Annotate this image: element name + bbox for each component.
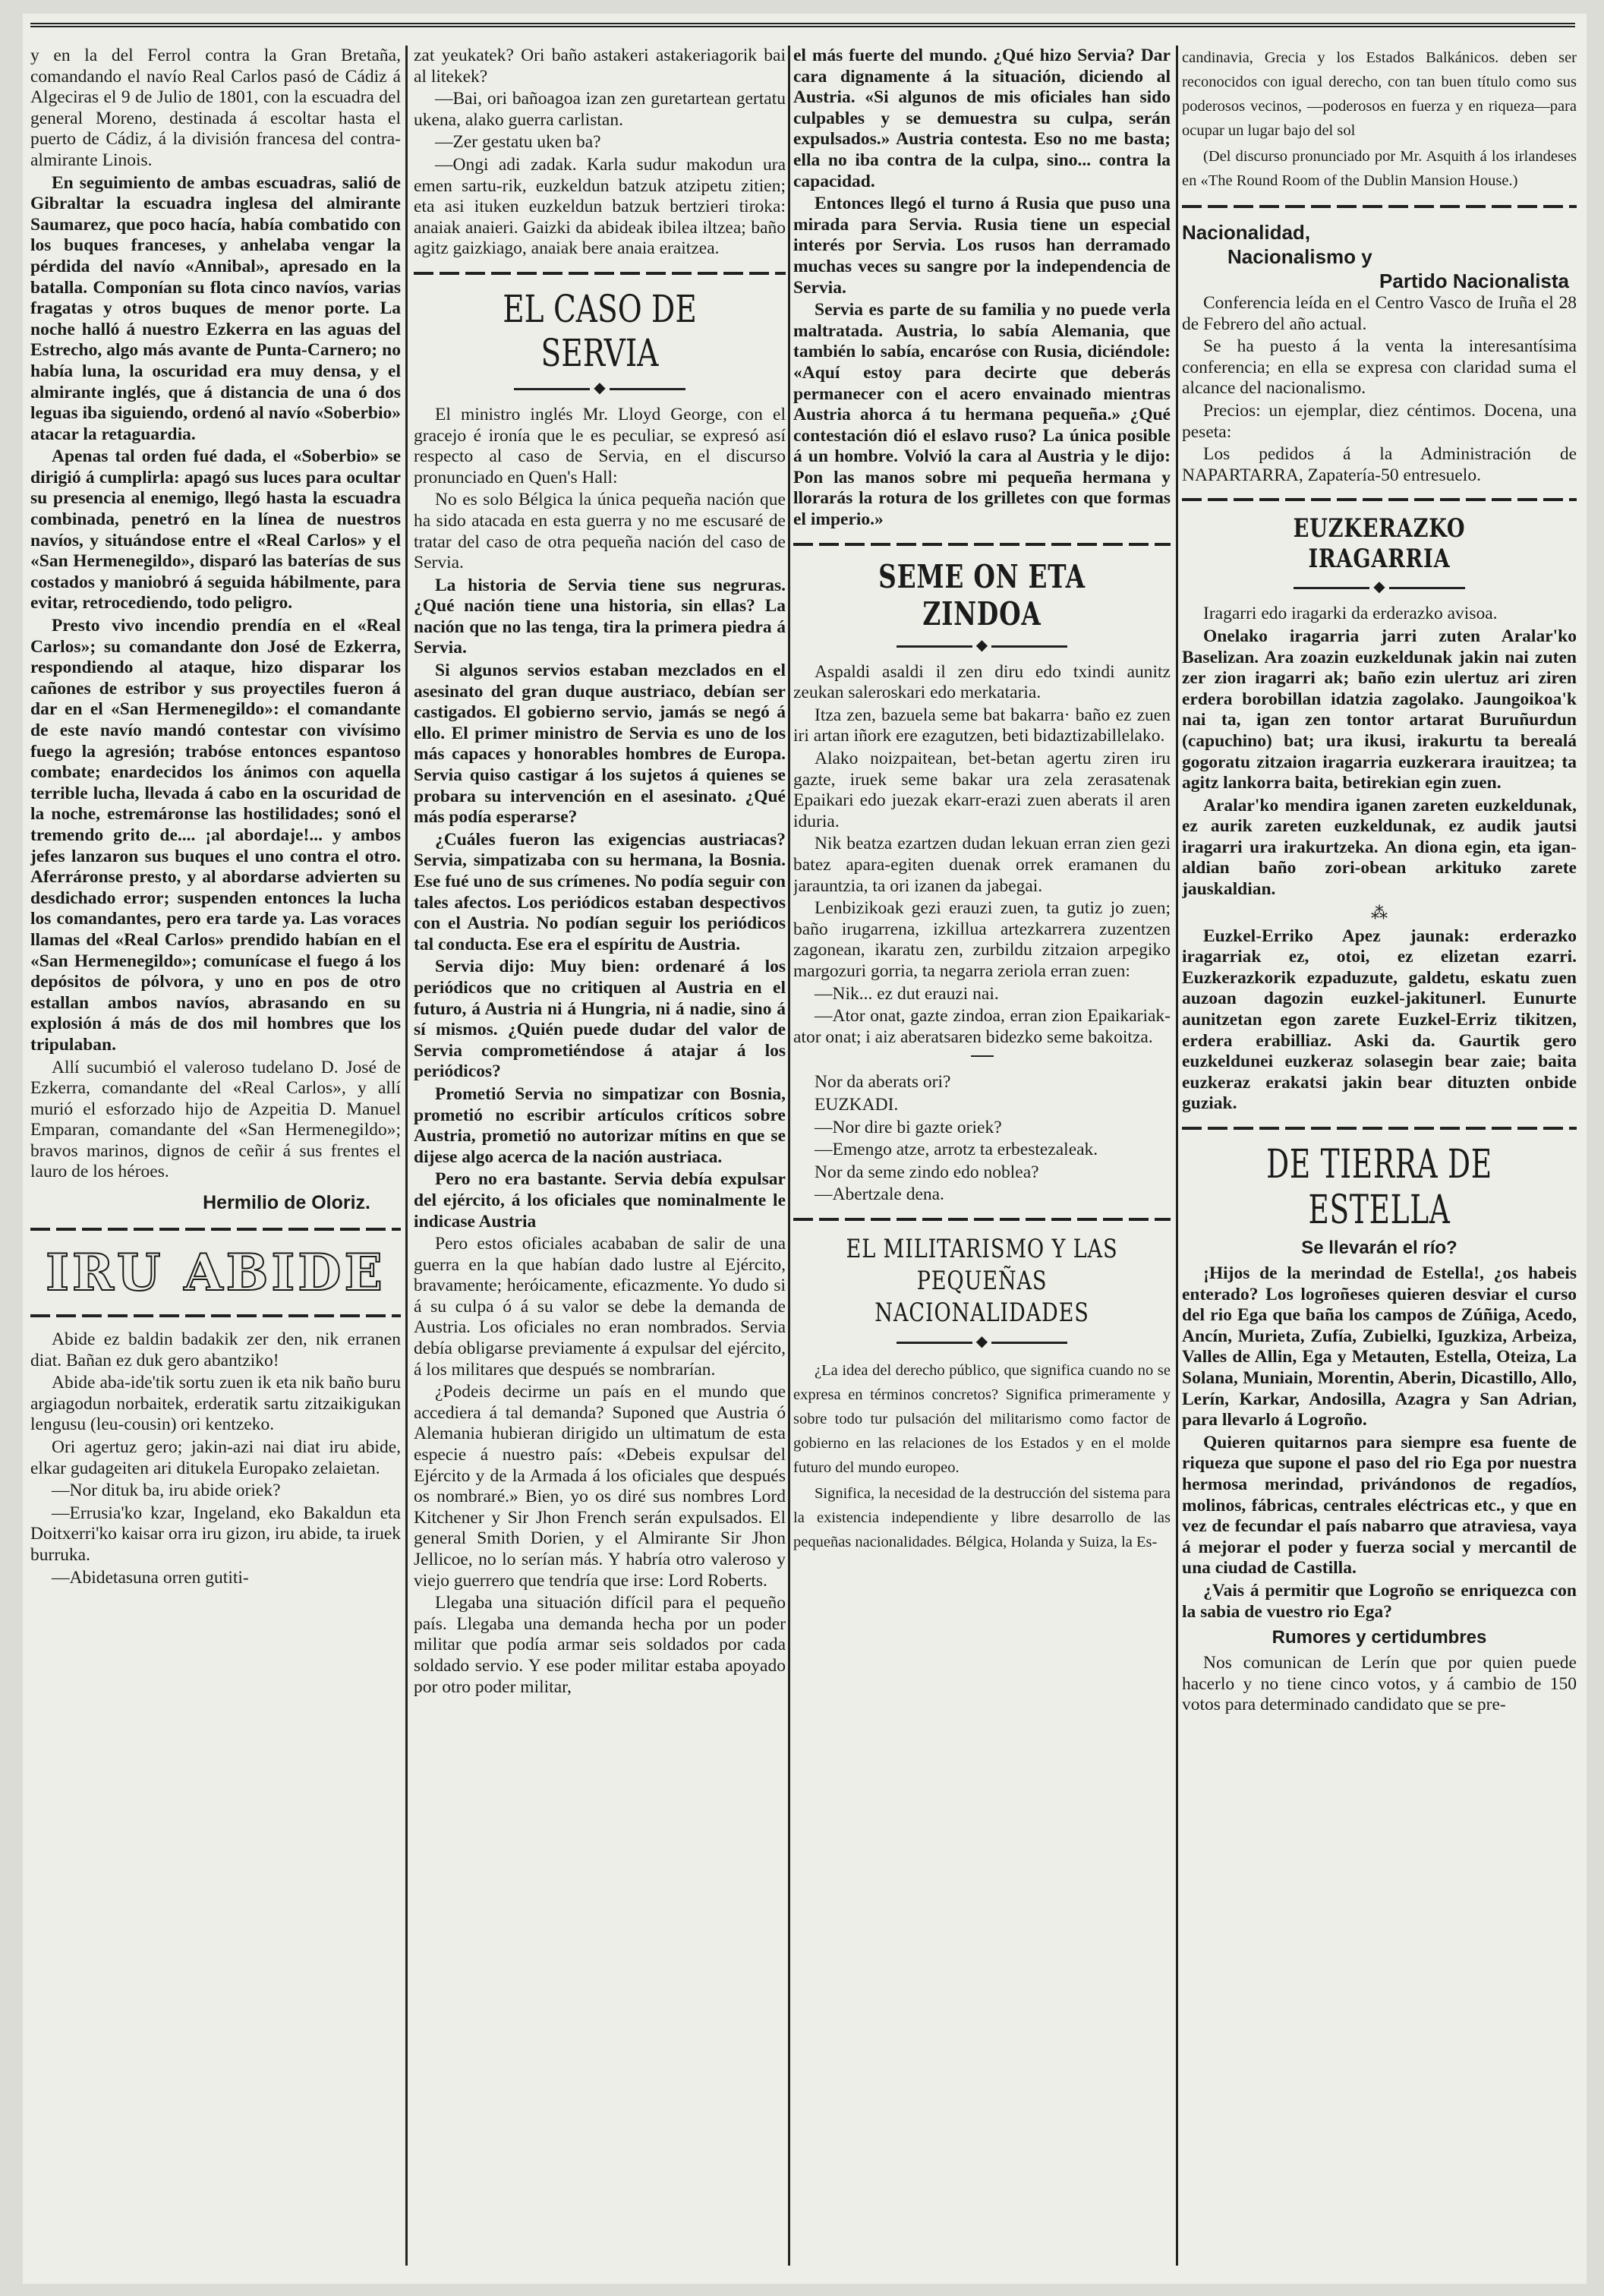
- section-divider: [1182, 1121, 1577, 1136]
- section-divider: [30, 1222, 401, 1237]
- paragraph: Aspaldi asaldi il zen diru edo txindi aunitz zeukan saleroskari edo merkataria.: [793, 661, 1171, 703]
- headline-militarismo: [831, 1233, 1133, 1329]
- headline-line: EL MILITARISMO Y LAS: [846, 1233, 1118, 1264]
- paragraph: Pero no era bastante. Servia debía expulsar del ejército, á los oficiales que nominalmente le indicase Austria: [414, 1169, 786, 1232]
- dinkus-ornament: ⁂: [1371, 903, 1388, 922]
- column-3: [793, 46, 1171, 2281]
- paragraph: Pero estos oficiales acababan de salir de una guerra en la que habían dado lustre al Ejército, bravamente; heróicamente, eficazmente. Yo dudo si á su culpa ó á su valor se debe la demanda de Austria. Los oficiales no eran nombrados. Servia debía obligarse previamente á expulsar del ejército, á los militares que después se nombrarían.: [414, 1234, 786, 1380]
- paragraph: Ori agertuz gero; jakin-azi nai diat iru abide, elkar gudageiten ari ditukela Europako zelaietan.: [30, 1437, 401, 1478]
- paragraph: —Nor dituk ba, iru abide oriek?: [52, 1481, 281, 1501]
- paragraph: Nor da seme zindo edo noblea?: [815, 1162, 1039, 1182]
- section-divider: [793, 1212, 1171, 1227]
- ornament-rule: ◆: [793, 1332, 1171, 1351]
- paragraph: Nos comunican de Lerín que por quien puede hacerlo y no tiene cinco votos, y á cambio de 150 votos para determinado candidato que se pre-: [1182, 1653, 1577, 1715]
- paragraph: (Del discurso pronunciado por Mr. Asquith á los irlandeses en «The Round Room of the Dublin Mansion House.): [1182, 148, 1577, 189]
- paragraph: Llegaba una situación difícil para el pequeño país. Llegaba una demanda hecha por un poder militar que podía armar seis soldados por cada soldado servio. Y ese poder militar estaba apoyado por otro poder militar,: [414, 1593, 786, 1697]
- paragraph: Onelako iragarria jarri zuten Aralar'ko Baselizan. Ara zoazin euzkeldunak jakin nai zuten zer zion iragarri ak; baño ezin ulertuz ari ziren erdera borobillan idatzia zagolako. Jaungoikoa'k nai ta, igan zen tontor artarat Buruñurdun (capuchino) bat; ura ikusi, irakurtu ta berealá gogoratu zitzaion iragarria euzkerara irauitzea; ta agitz lankorra baita, betirekian egin zuen.: [1182, 626, 1577, 793]
- headline-nacionalidad: [1182, 220, 1577, 293]
- paragraph: candinavia, Grecia y los Estados Balkánicos. deben ser reconocidos con igual derecho, con tan buen título como sus poderosos vecinos, —poderosos en fuerza y en riqueza—para ocupar un lugar bajo del sol: [1182, 49, 1577, 139]
- paragraph: Si algunos servios estaban mezclados en el asesinato del gran duque austriaco, debían ser castigados. El gobierno servio, jamás se negó á ello. El primer ministro de Servia es uno de los más capaces y honorables hombres de Europa. Servia quiso castigar á los sujetos á quienes se probara su intervención en el asesinato. ¿Qué más podía esperarse?: [414, 661, 786, 828]
- paragraph: Prometió Servia no simpatizar con Bosnia, prometió no escribir artículos críticos sobre Austria, prometió no autorizar mítins en que se dijese algo acerca de la nación austriaca.: [414, 1083, 786, 1167]
- subheadline: Se llevarán el río?: [1301, 1238, 1457, 1258]
- paragraph: Servia dijo: Muy bien: ordenaré á los periódicos que no critiquen al Austria en el futuro, á Austria ni á Hungria, ni á nadie, sino á sí mismos. ¿Quién puede dudar del valor de Servia comprometiéndose á atajar á los periódicos?: [414, 957, 786, 1082]
- paragraph: Se ha puesto á la venta la interesantísima conferencia; en ella se expresa con claridad suma el alcance del nacionalismo.: [1182, 336, 1577, 399]
- paragraph: —Errusia'ko kzar, Ingeland, eko Bakaldun eta Doitxerri'ko kaisar orra iru gizon, iru abide, ta iruek burruka.: [30, 1503, 401, 1565]
- headline-iru-abide: IRU ABIDE: [46, 1243, 386, 1303]
- top-rule: [30, 23, 1575, 30]
- paragraph: y en la del Ferrol contra la Gran Bretaña, comandando el navío Real Carlos pasó de Cádiz á Algeciras el 9 de Julio de 1801, con la escuadra del general Moreno, destinada á escoltar hasta el puerto de Cádiz, á la división francesa del contra-almirante Linois.: [30, 46, 401, 170]
- paragraph: La historia de Servia tiene sus negruras. ¿Qué nación tiene una historia, sin ellas? La nación que no las tenga, tira la primera piedra á Servia.: [414, 575, 786, 658]
- paragraph: el más fuerte del mundo. ¿Qué hizo Servia? Dar cara dignamente á la situación, diciendo al Austria. «Si algunos de mis oficiales han sido culpables y se demuestra su culpa, serán expulsados.» Austria contesta. Eso no me basta; ella no iba contra de la culpa, sino... contra la capacidad.: [793, 46, 1171, 191]
- column-1: [30, 46, 401, 2281]
- ornament-rule: ◆: [1182, 577, 1577, 596]
- paragraph: —Nor dire bi gazte oriek?: [815, 1117, 1002, 1137]
- section-divider: [1182, 199, 1577, 214]
- paragraph: El ministro inglés Mr. Lloyd George, con el gracejo é ironía que le es peculiar, se expresó así respecto al caso de Servia, en el discurso pronunciado en Quen's Hall:: [414, 404, 786, 487]
- paragraph: Servia es parte de su familia y no puede verla maltratada. Austria, lo sabía Alemania, que también lo sabía, encaróse con Rusia, diciéndole: «Aquí estoy para decirte que deberás permanecer con el acero envainado mientras Austria ahorca á tu hermana pequeña.» ¿Qué contestación dió el eslavo ruso? La única posible á un hombre. Volvió la cara al Austria y le dijo: Pon las manos sobre mi pequeña hermana y llorarás la rotura de los grilletes con que formas el imperio.»: [793, 300, 1171, 530]
- paragraph: Nor da aberats ori?: [815, 1072, 951, 1093]
- paragraph: —Emengo atze, arrotz ta erbestezaleak.: [815, 1140, 1098, 1160]
- column-4: [1182, 46, 1577, 2281]
- paragraph: —Ongi adi zadak. Karla sudur makodun ura emen sartu-rik, euzkeldun batzuk atzipetu zitien; eta asi ituken euzkeldun batzuk bertzieri tiroka: anaiak anaieri. Gaizki da abideak ibilea iltzea; baño agitz gaizkiago, anaiak bere anaia eraitzea.: [414, 154, 786, 259]
- paragraph: Allí sucumbió el valeroso tudelano D. José de Ezkerra, comandante del «Real Carlos», y allí murió el esforzado hijo de Azpeitia D. Manuel Emparan, comandante del «San Hermenegildo»; bravos marinos, dignos de ceñir á sus frentes el lauro de los héroes.: [30, 1057, 401, 1182]
- paragraph: —Abidetasuna orren gutiti-: [52, 1567, 249, 1588]
- paragraph: Conferencia leída en el Centro Vasco de Iruña el 28 de Febrero del año actual.: [1182, 293, 1577, 334]
- paragraph: Precios: un ejemplar, diez céntimos. Docena, una peseta:: [1182, 400, 1577, 442]
- headline-seme-on-eta-zindoa: SEME ON ETA ZINDOA: [878, 557, 1086, 632]
- paragraph: —Zer gestatu uken ba?: [435, 132, 601, 153]
- headline-euzkerazko-iragarria: EUZKERAZKO IRAGARRIA: [1293, 513, 1466, 575]
- paragraph: ¿La idea del derecho público, que significa cuando no se expresa en términos concretos? Significa primeramente y sobre todo tur pulsación del militarismo como factor de gobierno en las relaciones de los Estados y en el molde futuro del mundo europeo.: [793, 1361, 1171, 1476]
- section-divider: [414, 266, 786, 281]
- short-rule: [971, 1055, 994, 1057]
- paragraph: Alako noizpaitean, bet-betan agertu ziren iru gazte, iruek seme bakar ura zela zerasatenak Epaikari edo juezak ekarr-erazi zuen aberats il aren iduria.: [793, 749, 1171, 831]
- paragraph: Iragarri edo iragarki da erderazko avisoa.: [1203, 604, 1498, 624]
- headline-el-caso-de-servia: EL CASO DE SERVIA: [503, 286, 697, 375]
- paragraph: —Nik... ez dut erauzi nai.: [815, 983, 999, 1004]
- column-2: [414, 46, 786, 2281]
- paragraph: Entonces llegó el turno á Rusia que puso una mirada para Servia. Rusia tiene un especial interés por Servia. Los rusos han derramado muchas veces su sangre por la independencia de Servia.: [793, 194, 1171, 298]
- paragraph: Presto vivo incendio prendía en el «Real Carlos»; su comandante don José de Ezkerra, respondiendo al ataque, hizo disparar los cañones de estribor y sus proyectiles fueron á dar en el «San Hermenegildo»: el comandante de este navío mandó contestar con vivísimo fuego la agresión; trabóse entonces espantoso combate; enardecidos los ánimos con aquella terrible lucha, llevada á cabo en la oscuridad de la noche, estremáronse las hostilidades; sonó el tremendo grito de.... ¡al abordaje!... y ambos jefes lanzaron sus buques el uno contra el otro. Aferráronse presto, y al abordarse advierten su desdichado error; suspenden entonces la lucha los comandantes, pero era tarde ya. Las voraces llamas del «Real Carlos» prendido habían en el «San Hermenegildo»; comunícase el fuego á los depósitos de pólvora, y uno en pos de otro estallan ambos navíos, abrasando en su explosión á más de dos mil hombres que los tripulaban.: [30, 616, 401, 1055]
- paragraph: Los pedidos á la Administración de NAPARTARRA, Zapatería-50 entresuelo.: [1182, 444, 1577, 485]
- paragraph: zat yeukatek? Ori baño astakeri astakeriagorik bai al litekek?: [414, 46, 786, 87]
- paragraph: ¿Cuáles fueron las exigencias austriacas? Servia, simpatizaba con su hermana, la Bosnia. Ese fué uno de sus crímenes. No podía seguir con tales afectos. Los periódicos estaban despectivos con el Austria. No podían seguir los periódicos tal conducta. Ese era el espíritu de Austria.: [414, 829, 786, 954]
- paragraph: No es solo Bélgica la única pequeña nación que ha sido atacada en esta guerra y no me escusaré de tratar del caso de otra pequeña nación del caso de Servia.: [414, 490, 786, 573]
- column-rule: [405, 46, 408, 2266]
- paragraph: EUZKADI.: [815, 1094, 899, 1115]
- paragraph: ¡Hijos de la merindad de Estella!, ¿os habeis enterado? Los logroñeses quieren desviar el curso del rio Ega que baña los campos de Zúñiga, Acedo, Ancín, Murieta, Zufía, Zubielki, Iguzkiza, Arbeiza, Valles de Allin, Ega y Metauten, Estella, Oteiza, La Solana, Muniain, Morentin, Aberin, Dicastillo, Allo, Lerín, Karkar, Andosilla, Azagra y San Adrian, para llevarlo á Logroño.: [1182, 1263, 1577, 1430]
- paragraph: ¿Podeis decirme un país en el mundo que accediera á tal demanda? Suponed que Austria ó Alemania hubieran dirigido un ultimatum de esta especie á nuestro país: «Debeis expulsar del Ejército y de la Armada á los oficiales que después os nombraré.» Bien, yo os diré sus nombres Lord Kitchener y Sir Jhon French serán expulsados. El general Smith Dorien, y el Almirante Sir Jhon Jellicoe, no lo serían más. Y habría otro valeroso y viejo guerrero que tendría que irse: Lord Roberts.: [414, 1382, 786, 1591]
- author-signature: Hermilio de Oloriz.: [203, 1192, 370, 1214]
- headline-de-tierra-de-estella: DE TIERRA DE ESTELLA: [1266, 1142, 1492, 1233]
- paragraph: Aralar'ko mendira iganen zareten euzkeldunak, ez aurik zareten euzkeldunak, ez audik jautsi iragarri ura irakurtzeka. An diona egin, eta igan-aldian baño zori-obean arkituko zarete jauskaldian.: [1182, 795, 1577, 900]
- paragraph: —Abertzale dena.: [815, 1184, 944, 1205]
- headline-line: Partido Nacionalista: [1379, 270, 1569, 292]
- paragraph: Apenas tal orden fué dada, el «Soberbio» se dirigió á cumplirla: apagó sus luces para ocultar su presencia al enemigo, llegó hasta la escuadra combinada, penetró en la línea de nuestros navíos, y situándose entre el «Real Carlos» y el «San Hermenegildo», disparó las baterías de sus costados y maniobró á seguida hábilmente, para evitar, retrocediendo, todo peligro.: [30, 446, 401, 613]
- ornament-rule: ◆: [414, 378, 786, 397]
- ornament-rule: ◆: [793, 636, 1171, 654]
- paragraph: Itza zen, bazuela seme bat bakarra· baño ez zuen iri artan iñork ere ezagutzen, beti bidaztizabillelako.: [793, 705, 1171, 746]
- paragraph: Abide ez baldin badakik zer den, nik erranen diat. Bañan ez duk gero abantziko!: [30, 1329, 401, 1370]
- paragraph: Lenbizikoak gezi erauzi zuen, ta gutiz jo zuen; baño irugarrena, izkillua artezkarrera zuzentzen zagonean, ikaratu zen, zurbildu zitzaion arpegiko margozuri gorria, ta negarra zeriola erran zuen:: [793, 898, 1171, 981]
- headline-line: Nacionalismo y: [1227, 245, 1372, 268]
- headline-line: PEQUEÑAS NACIONALIDADES: [874, 1265, 1089, 1328]
- paragraph: Euzkel-Erriko Apez jaunak: erderazko iragarriak ez, otoi, ez elizetan ezarri. Euzkerazkorik ezpaduzute, galdetu, eskatu zuen auzoan dagozin euzkel-jakitunerl. Eunurte aunitzetan egon zarete Euzkel-Erriz tikitzen, erdera erabilliaz. Aski da. Gaurtik gero euzkeldunei euzkeraz solasegin bear zaie; baita euzkeraz erakatsi jakin bear dituzten onbide guziak.: [1182, 926, 1577, 1114]
- section-divider: [1182, 492, 1577, 507]
- section-divider: [30, 1308, 401, 1323]
- paragraph: Nik beatza ezartzen dudan lekuan erran zien gezi batez apara-egiten duenak orrek eramanen du jarauntzia, ta ori izanen da jabegai.: [793, 834, 1171, 896]
- paragraph: ¿Vais á permitir que Logroño se enriquezca con la sabia de vuestro rio Ega?: [1182, 1580, 1577, 1622]
- section-divider: [793, 537, 1171, 552]
- column-rule: [788, 46, 790, 2266]
- subheadline: Rumores y certidumbres: [1272, 1627, 1487, 1648]
- column-rule: [1176, 46, 1178, 2266]
- paragraph: —Bai, ori bañoagoa izan zen guretartean gertatu ukena, alako guerra carlistan.: [414, 89, 786, 130]
- paragraph: Quieren quitarnos para siempre esa fuente de riqueza que supone el paso del rio Ega por nuestra hermosa merindad, privándonos de regadíos, molinos, fábricas, centrales eléctricas etc., y que en vez de fecundar el país nabarro que atraviesa, vaya á mejorar el poder y fuerza social y mercantil de una ciudad de Castilla.: [1182, 1432, 1577, 1578]
- paragraph: Abide aba-ide'tik sortu zuen ik eta nik baño buru argiagodun norbaitek, erderatik sartu zitzaikigukan lengusu (leu-cousin) ori kentzeko.: [30, 1373, 401, 1435]
- headline-line: Nacionalidad,: [1182, 221, 1311, 244]
- paragraph: —Ator onat, gazte zindoa, erran zion Epaikariak-ator onat; i aiz aberatsaren bidezko seme bakoitza.: [793, 1006, 1171, 1047]
- paragraph: Significa, la necesidad de la destrucción del sistema para la existencia independiente y libre desarrollo de las pequeñas nacionalidades. Bélgica, Holanda y Suiza, la Es-: [793, 1484, 1171, 1550]
- paragraph: En seguimiento de ambas escuadras, salió de Gibraltar la escuadra inglesa del almirante Saumarez, que poco hacía, había combatido con los buques franceses, y anhelaba vengar la pérdida del navío «Annibal», apresado en la batalla. Componían su flota cinco navíos, varias fragatas y otros buques de menor porte. La noche halló á nuestro Ezkerra en las aguas del Estrecho, algo más avante de Punta-Carnero; no había luna, la oscuridad era muy densa, y el almirante inglés, que á distancia de una ó dos leguas iba siguiendo, ordenó al navío «Soberbio» atacar la retaguardia.: [30, 172, 401, 444]
